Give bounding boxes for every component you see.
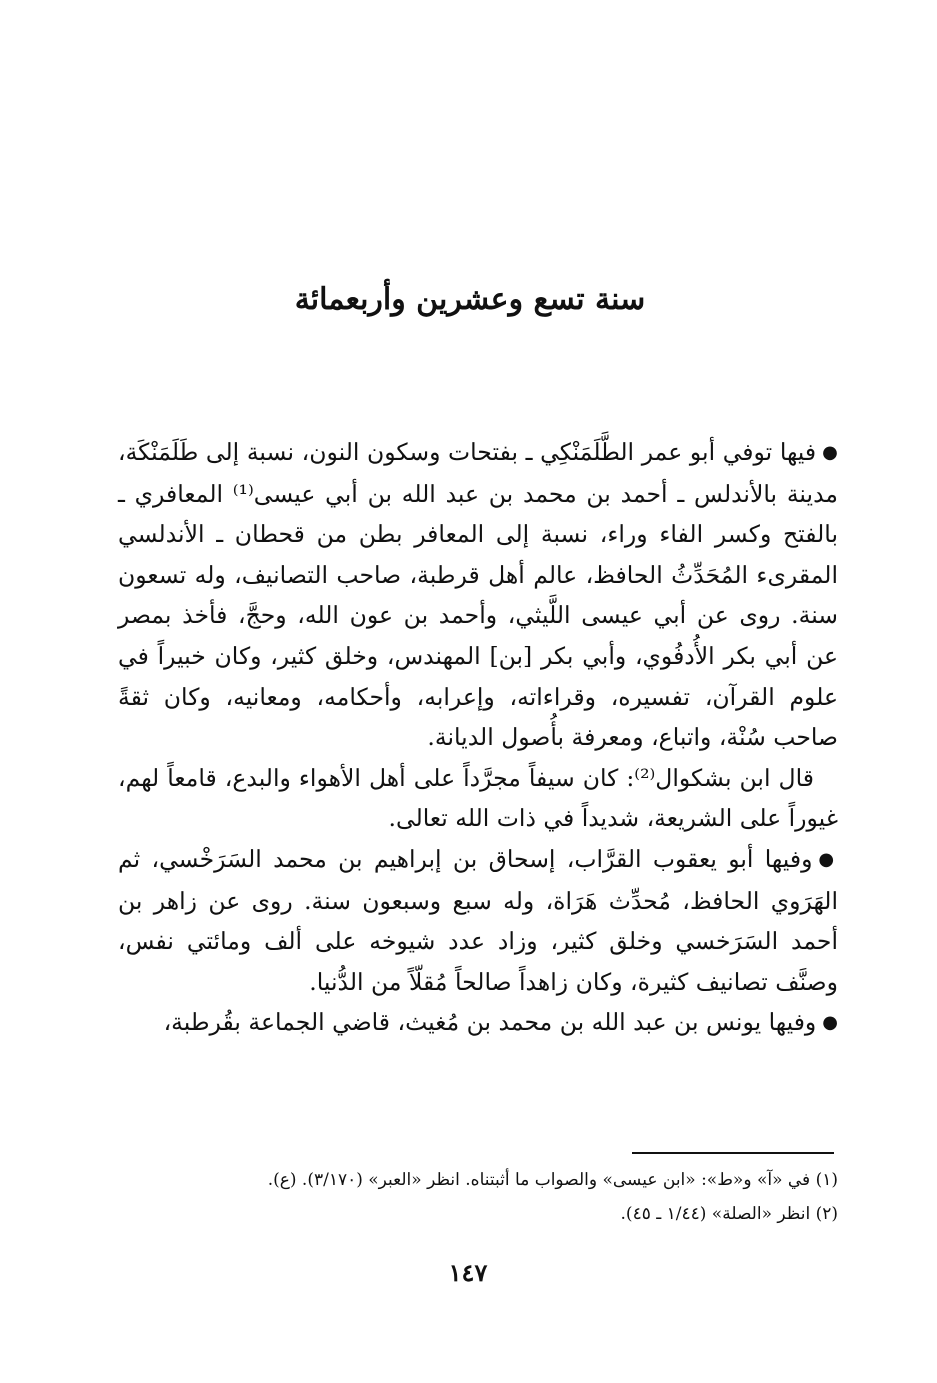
paragraph-1 [118, 432, 838, 758]
main-text [118, 432, 838, 1044]
footnote-2: (٢) انظر «الصلة» (١/٤٤ ـ ٤٥). [620, 1204, 838, 1224]
paragraph-text: وفيها يونس بن عبد الله بن محمد بن مُغيث، قاضي الجماعة بقُرطبة، [163, 1008, 817, 1037]
paragraph-text: قال ابن بشكوال⁽²⁾: كان سيفاً مجرَّداً على أهل الأهواء والبدع، قامعاً لهم، غيوراً على الشريعة، شديداً في ذات الله تعالى. [118, 763, 838, 833]
footnote-1: (١) في «آ» و«ط»: «ابن عيسى» والصواب ما أثبتناه. انظر «العبر» (٣/١٧٠). (ع). [267, 1170, 838, 1190]
bullet-icon: ● [822, 442, 838, 463]
bullet-icon: ● [822, 1012, 838, 1034]
footnote-divider [632, 1152, 834, 1154]
paragraph-4 [118, 1002, 838, 1044]
paragraph-3 [118, 839, 838, 1002]
paragraph-2 [118, 758, 838, 839]
footnotes [118, 1163, 838, 1231]
paragraph-text: وفيها أبو يعقوب القرَّاب، إسحاق بن إبراهيم بن محمد السَرَخْسي، ثم الهَرَوي الحافظ، مُحدِّث هَرَاة، وله سبع وسبعون سنة. روى عن زاهر بن أحمد السَرَخسي وخلق كثير، وزاد عدد شيوخه على ألف ومائتي نفس، وصنَّف تصانيف كثيرة، وكان زاهداً صالحاً مُقلّاً من الدُّنيا. [118, 844, 838, 996]
page-number: ١٤٧ [448, 1258, 488, 1287]
page-title: سنة تسع وعشرين وأربعمائة [294, 282, 646, 317]
bullet-icon: ● [818, 848, 838, 870]
paragraph-text: فيها توفي أبو عمر الطَّلَمَنْكِي ـ بفتحات وسكون النون، نسبة إلى طَلَمَنْكَة، مدينة بالأندلس ـ أحمد بن محمد بن عبد الله بن أبي عيسى⁽¹⁾ المعافري ـ بالفتح وكسر الفاء وراء، نسبة إلى المعافر بطن من قحطان ـ الأندلسي المقرىء المُحَدِّثُ الحافظ، عالم أهل قرطبة، صاحب التصانيف، وله تسعون سنة. روى عن أبي عيسى اللَّيثي، وأحمد بن عون الله، وحجَّ، فأخذ بمصر عن أبي بكر الأُدفُوي، وأبي بكر [بن] المهندس، وخلق كثير، وكان خبيراً في علوم القرآن، تفسيره، وقراءاته، وإعرابه، وأحكامه، ومعانيه، وكان ثقةً صاحب سُنْة، واتباع، ومعرفة بأُصول الديانة. [118, 438, 838, 752]
